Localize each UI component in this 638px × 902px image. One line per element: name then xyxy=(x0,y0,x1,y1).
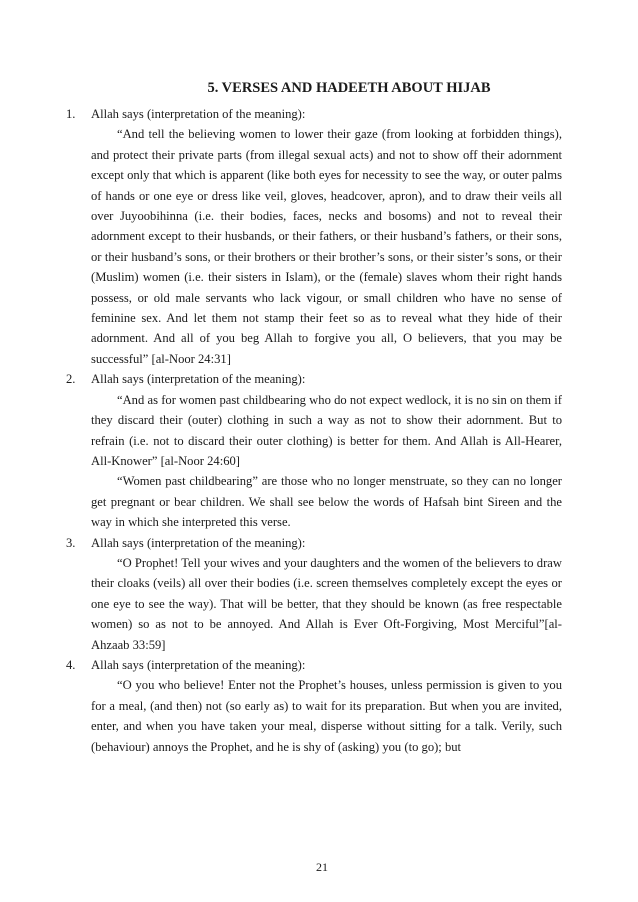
item-number: 3. xyxy=(66,535,76,550)
item-intro: Allah says (interpretation of the meaning): xyxy=(91,535,306,550)
item-intro: Allah says (interpretation of the meaning): xyxy=(91,107,306,121)
item-number: 4. xyxy=(66,657,76,672)
page-number: 21 xyxy=(316,860,328,874)
quote-paragraph: “And tell the believing women to lower their gaze (from looking at forbidden things), and protect their private parts (from illegal sexual acts) and not to show off their adornment except only that which is apparent (like both eyes for necessity to see the way, or outer palms of hands or one eye or dress like veil, gloves, headcover, apron), and to draw their veils all over Juyoobihinna (i.e. their bodies, faces, necks and bosoms) and not to reveal their adornment except to their husbands, or their fathers, or their husband’s fathers, or their sons, or their husband’s sons, or their brothers or their brother’s sons, or their sister’s sons, or their (Muslim) women (i.e. their sisters in Islam), or the (female) slaves whom their right hands possess, or old male servants who lack vigour, or small children who have no sense of feminine sex. And let them not stamp their feet so as to reveal what they hide of their adornment. And all of you beg Allah to forgive you all, O believers, that you may be successful” [al-Noor 24:31] xyxy=(91,127,562,366)
item-number: 2. xyxy=(66,372,76,387)
item-intro: Allah says (interpretation of the meaning): xyxy=(91,657,306,672)
section-heading: 5. VERSES AND HADEETH ABOUT HIJAB xyxy=(207,80,491,96)
list-item-2 xyxy=(60,369,562,532)
item-intro: Allah says (interpretation of the meaning): xyxy=(91,372,306,387)
body-content xyxy=(60,104,562,757)
quote-paragraph: “O you who believe! Enter not the Prophet’s houses, unless permission is given to you for a meal, (and then) not (so early as) to wait for its preparation. But when you are invited, enter, and when you have taken your meal, disperse without sitting for a talk. Verily, such (behaviour) annoys the Prophet, and he is shy of (asking) you (to go); but xyxy=(91,678,562,754)
list-item-4 xyxy=(60,655,562,757)
quote-paragraph: “O Prophet! Tell your wives and your daughters and the women of the believers to draw their cloaks (veils) all over their bodies (i.e. screen themselves completely except the eyes or one eye to see the way). That will be better, that they should be known (as free respectable women) so as not to be annoyed. And Allah is Ever Oft-Forgiving, Most Merciful”[al-Ahzaab 33:59] xyxy=(91,555,562,652)
list-item-3 xyxy=(60,533,562,655)
list-item-1 xyxy=(60,104,562,369)
quote-paragraph: “And as for women past childbearing who do not expect wedlock, it is no sin on them if they discard their (outer) clothing in such a way as not to show their adornment. But to refrain (i.e. not to discard their outer clothing) is better for them. And Allah is All-Hearer, All-Knower” [al-Noor 24:60] xyxy=(91,392,562,468)
item-number: 1. xyxy=(66,107,76,121)
commentary-paragraph: “Women past childbearing” are those who no longer menstruate, so they can no longer get pregnant or bear children. We shall see below the words of Hafsah bint Sireen and the way in which she interpreted this verse. xyxy=(91,474,562,530)
